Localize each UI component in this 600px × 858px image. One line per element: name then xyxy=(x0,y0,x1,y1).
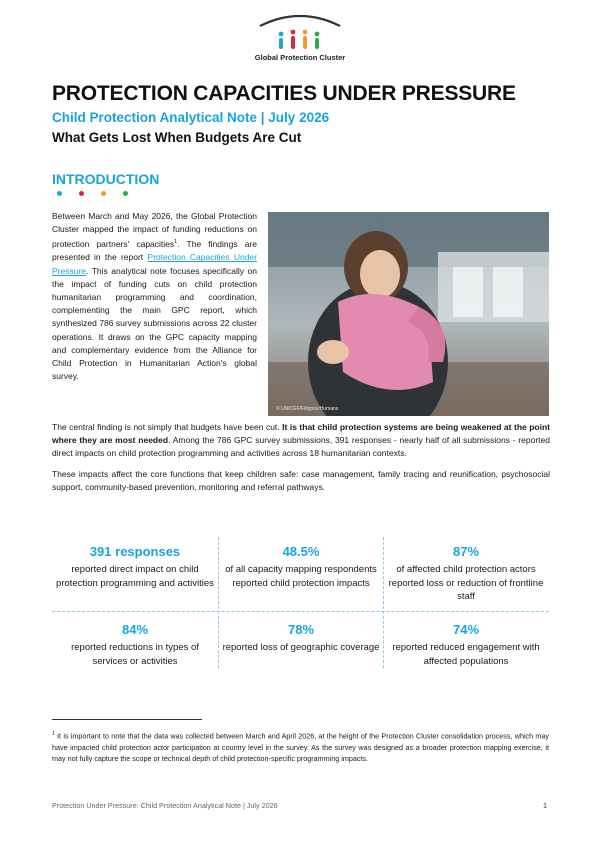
photo-illustration-icon xyxy=(268,212,549,416)
footnote-rule xyxy=(52,719,202,720)
stat-description: reported direct impact on child protection programming and activities xyxy=(56,564,214,589)
stat-value: 48.5% xyxy=(282,544,320,559)
stat-description: of affected child protection actors reported loss or reduction of frontline staff xyxy=(388,564,544,602)
dot-orange xyxy=(101,191,106,196)
stats-divider xyxy=(52,611,549,612)
photo-credit: © UNICEF/Filippov/Humans xyxy=(276,406,339,412)
child-hug-photo xyxy=(268,212,549,416)
stat-value: 78% xyxy=(287,622,315,637)
page-number: 1 xyxy=(543,801,547,810)
stat-value: 391 responses xyxy=(89,544,181,559)
footnote: $^1$ It is important to note that the data was collected between March and April 2026, at the height of the Protection Cluster consolidation process, which may have impacted child protection actor participation at country level in the survey. As the survey was designed as a broader protection mapping exercise, it may not fully capture the scope or technical depth of child protection-specific programming impacts. xyxy=(52,731,549,763)
stat-card xyxy=(221,622,381,655)
stat-card xyxy=(55,544,215,590)
stat-card xyxy=(386,622,546,668)
report-link[interactable]: Protection Capacities Under Pressure xyxy=(52,252,257,276)
stat-description: reported loss of geographic coverage xyxy=(222,642,380,653)
stat-description: of all capacity mapping respondents reported child protection impacts xyxy=(225,564,377,589)
stat-value: 74% xyxy=(452,622,480,637)
stat-card xyxy=(55,622,215,668)
gpc-logo-text: Global Protection Cluster xyxy=(254,53,346,62)
page-title: PROTECTION CAPACITIES UNDER PRESSURE xyxy=(52,82,516,105)
gpc-logo xyxy=(248,10,352,66)
page-tagline: What Gets Lost When Budgets Are Cut xyxy=(52,130,302,145)
dot-red xyxy=(79,191,84,196)
stats-divider xyxy=(383,537,384,668)
stat-value: 84% xyxy=(121,622,149,637)
dot-green xyxy=(123,191,128,196)
stat-description: reported reductions in types of services or activities xyxy=(71,642,199,667)
central-finding-paragraph: The central finding is not simply that budgets have been cut. It is that child protection systems are being weakened at the point where they are most needed. Among the 786 GPC survey submissions, 391 responses - nearly half of all submissions - reported direct impacts on child protection programming and activities across 18 humanitarian contexts. xyxy=(52,422,550,459)
stat-value: 87% xyxy=(452,544,480,559)
introduction-heading: INTRODUCTION xyxy=(52,171,160,187)
core-functions-paragraph: These impacts affect the core functions that keep children safe: case management, family tracing and reunification, psychosocial support, community-based prevention, monitoring and referral pathways. xyxy=(52,469,550,493)
footnote-ref[interactable]: 1 xyxy=(174,239,178,246)
gpc-logo-figures-icon xyxy=(248,10,352,54)
stats-grid xyxy=(52,537,549,677)
stats-divider xyxy=(218,537,219,668)
page-footer: Protection Under Pressure: Child Protection Analytical Note | July 2026 xyxy=(52,801,278,810)
dot-blue xyxy=(57,191,62,196)
intro-paragraph: Between March and May 2026, the Global Protection Cluster mapped the impact of funding reductions on protection partners' capacities$^1$. The findings are presented in the report Protection Capacities Under Pressure. This analytical note focuses specifically on the impact of funding cuts on child protection humanitarian programming and coordination, complementing the main GPC report, which synthesized 786 survey submissions across 22 cluster operations. It draws on the GPC capacity mapping and complementary evidence from the Alliance for Child Protection in Humanitarian Action's global survey. xyxy=(52,211,257,382)
stat-card xyxy=(221,544,381,590)
page-subtitle: Child Protection Analytical Note | July 2026 xyxy=(52,110,330,125)
stat-card xyxy=(386,544,546,604)
stat-description: reported reduced engagement with affected populations xyxy=(392,642,540,667)
